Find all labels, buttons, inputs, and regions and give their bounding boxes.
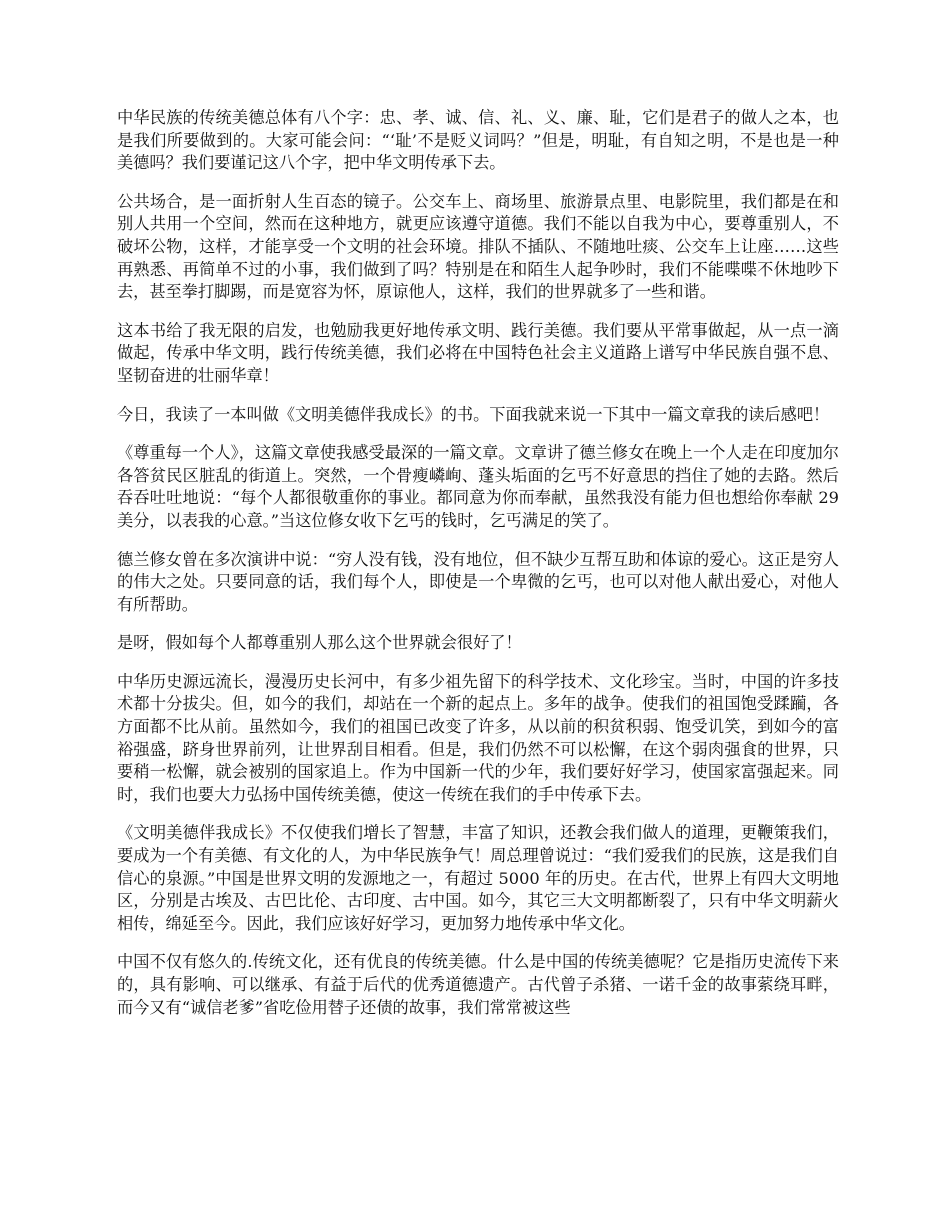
paragraph: 中华历史源远流长，漫漫历史长河中，有多少祖先留下的科学技术、文化珍宝。当时，中国的许多技术都十分拔尖。但，如今的我们，却站在一个新的起点上。多年的战争。使我们的祖国饱受蹂躏，各方面都不比从前。虽然如今，我们的祖国已改变了许多，从以前的积贫积弱、饱受讥笑，到如今的富裕强盛，跻身世界前列，让世界刮目相看。但是，我们仍然不可以松懈，在这个弱肉强食的世界，只要稍一松懈，就会被别的国家追上。作为中国新一代的少年，我们要好好学习，使国家富强起来。同时，我们也要大力弘扬中国传统美德，使这一传统在我们的手中传承下去。 — [117, 671, 839, 804]
paragraph: 这本书给了我无限的启发，也勉励我更好地传承文明、践行美德。我们要从平常事做起，从一点一滴做起，传承中华文明，践行传统美德，我们必将在中国特色社会主义道路上谱写中华民族自强不息、坚韧奋进的壮丽华章！ — [117, 320, 839, 385]
document-body — [117, 107, 839, 1035]
paragraph: 中华民族的传统美德总体有八个字：忠、孝、诚、信、礼、义、廉、耻，它们是君子的做人之本，也是我们所要做到的。大家可能会问：“‘耻’不是贬义词吗？”但是，明耻，有自知之明，不是也是一种美德吗？我们要谨记这八个字，把中华文明传承下去。 — [117, 108, 839, 173]
paragraph: 《文明美德伴我成长》不仅使我们增长了智慧，丰富了知识，还教会我们做人的道理，更鞭策我们，要成为一个有美德、有文化的人，为中华民族争气！周总理曾说过：“我们爱我们的民族，这是我们自信心的泉源。”中国是世界文明的发源地之一，有超过 5000 年的历史。在古代，世界上有四大文明地区，分别是古埃及、古巴比伦、古印度、古中国。如今，其它三大文明都断裂了，只有中华文明薪火相传，绵延至今。因此，我们应该好好学习，更加努力地传承中华文化。 — [117, 823, 839, 933]
paragraph: 德兰修女曾在多次演讲中说：“穷人没有钱，没有地位，但不缺少互帮互助和体谅的爱心。这正是穷人的伟大之处。只要同意的话，我们每个人，即使是一个卑微的乞丐，也可以对他人献出爱心，对他人有所帮助。 — [117, 549, 839, 614]
paragraph: 今日，我读了一本叫做《文明美德伴我成长》的书。下面我就来说一下其中一篇文章我的读后感吧！ — [117, 404, 830, 424]
paragraph: 是呀，假如每个人都尊重别人那么这个世界就会很好了！ — [117, 633, 522, 653]
paragraph: 公共场合，是一面折射人生百态的镜子。公交车上、商场里、旅游景点里、电影院里，我们都是在和别人共用一个空间，然而在这种地方，就更应该遵守道德。我们不能以自我为中心，要尊重别人，不破坏公物，这样，才能享受一个文明的社会环境。排队不插队、不随地吐痰、公交车上让座……这些再熟悉、再简单不过的小事，我们做到了吗？特别是在和陌生人起争吵时，我们不能喋喋不休地吵下去，甚至拳打脚踢，而是宽容为怀，原谅他人，这样，我们的世界就多了一些和谐。 — [117, 191, 839, 302]
paragraph: 中国不仅有悠久的.传统文化，还有优良的传统美德。什么是中国的传统美德呢？它是指历史流传下来的，具有影响、可以继承、有益于后代的优秀道德遗产。古代曾子杀猪、一诺千金的故事萦绕耳畔，而今又有“诚信老爹”省吃俭用替子还债的故事，我们常常被这些 — [117, 952, 839, 1017]
paragraph: 《尊重每一个人》，这篇文章使我感受最深的一篇文章。文章讲了德兰修女在晚上一个人走在印度加尔各答贫民区脏乱的街道上。突然，一个骨瘦嶙峋、蓬头垢面的乞丐不好意思的挡住了她的去路。然后吞吞吐吐地说：“每个人都很敬重你的事业。都同意为你而奉献，虽然我没有能力但也想给你奉献 29 美分，以表我的心意。”当这位修女收下乞丐的钱时，乞丐满足的笑了。 — [117, 443, 839, 530]
